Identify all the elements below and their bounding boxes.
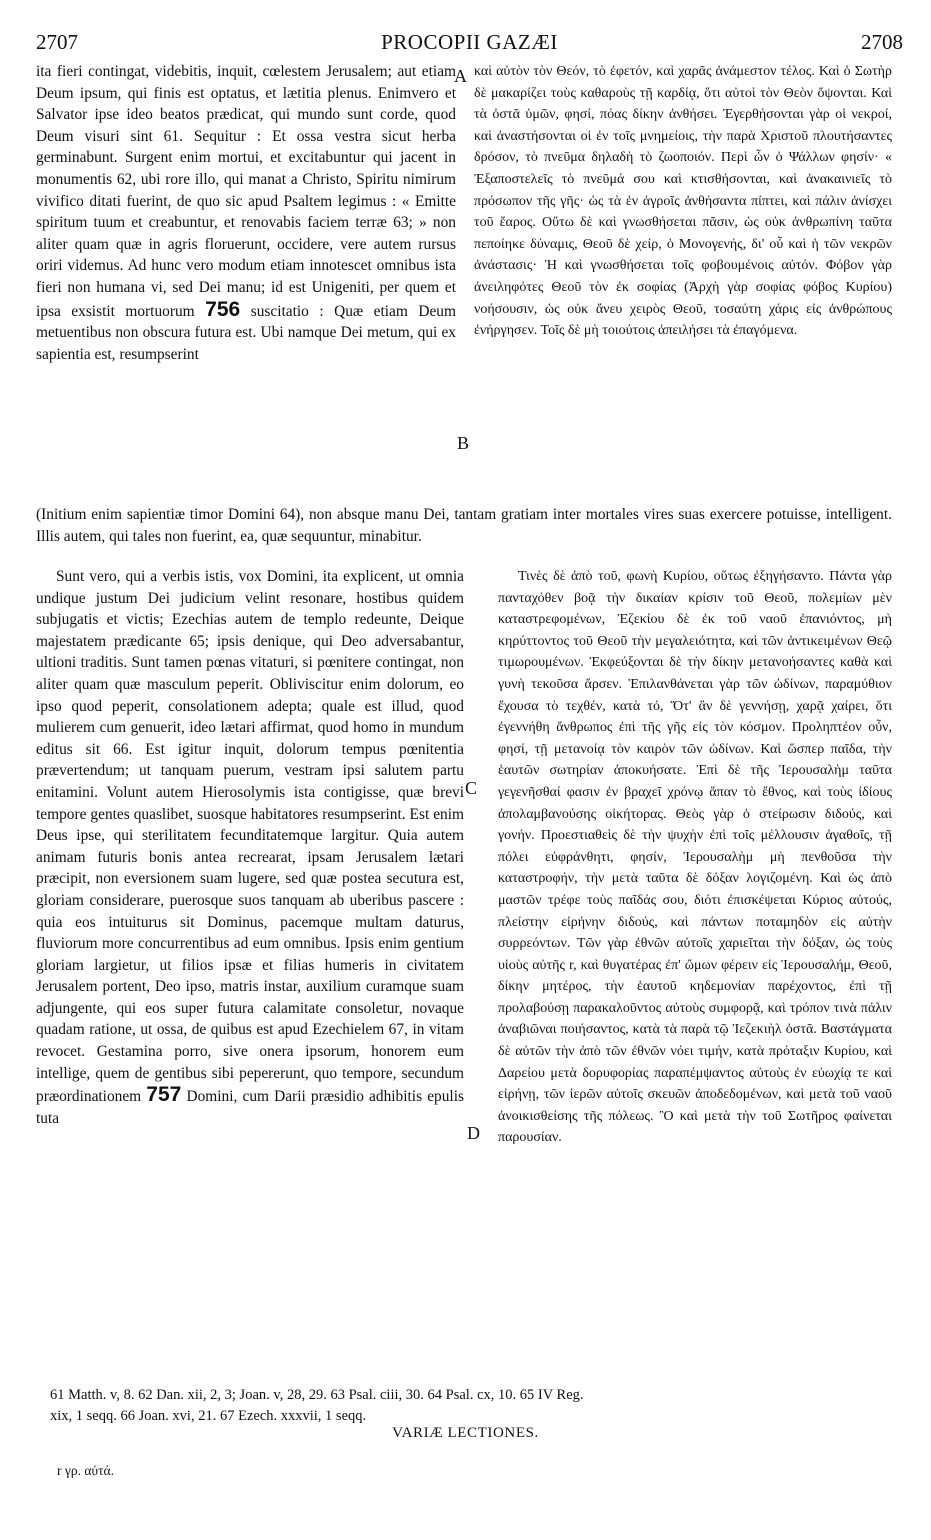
column-number-marker-2: 757	[146, 1083, 182, 1107]
margin-marker-d: D	[467, 1123, 480, 1143]
latin-bottom-text: Sunt vero, qui a verbis istis, vox Domini, ita explicent, ut omnia undique justum Dei judicium velint resonare, hostibus quidem subjugatis et victis; Ezechias autem de templo redeunte, Deique majestatem prædicante 65; ipsis denique, qui Deo adversabantur, ultioni traditis. Sunt tamen pœnas vitaturi, si pœnitere contingat, non aliter quam quæ masculum peperit. Obliviscitur enim dolorum, eo ipso quod peperit, consolationem adepta; quale est illud, quod mulierem cum genuerit, ideo lætari affirmat, quod homo in mundum editus sit 66. Est igitur inquit, dolorum tempus pœnitentia prævertendum; ut tanquam puerum, vestram ipsi salutem partu enitamini. Volunt autem Hierosolymis ista contigisse, quæ brevi tempore gentes quaslibet, suosque habitatores resumpserint. Est enim Deus ipse, qui sterilitatem fecunditatemque largitur. Quia autem animam futuris bonis antea recrearat, ipsam Jerusalem lætari præcipit, non eversionem suam lugere, sed quæ postea secutura est, gloriam considerare, puerosque suos tanquam ab uberibus pascere : quia eos intuiturus sit Dominus, pacemque multam daturus, fluviorum more concurrentibus ad eum omnibus. Ipsis enim gentium gloriam largietur, ut filios ipsæ et filias humeris in civitatem Jerusalem portent, Deo ipso, matris instar, auxilium curamque suam adjungente, qui eos super futura calamitate consoletur, novaque quadam ratione, ut ossa, de quibus est apud Ezechielem 67, in vitam revocet. Gestamina porro, sive onera ipsorum, honorem eum intellige, quem de gentibus sibi pepererunt, quo tempore, secundum præordinationem	[36, 568, 464, 1106]
footnotes	[36, 1385, 896, 1427]
latin-spanning-text	[36, 489, 892, 563]
page-header	[36, 30, 903, 58]
margin-marker-a: A	[454, 66, 467, 86]
greek-column-bottom	[498, 566, 892, 1149]
footnote-line: 61 Matth. v, 8. 62 Dan. xii, 2, 3; Joan. v, 28, 29. 63 Psal. ciii, 30. 64 Psal. cx, 10. 65 IV Reg.	[50, 1387, 584, 1403]
greek-column-top	[474, 61, 892, 342]
latin-bottom-continuation: Domini, cum Darii præsidio adhibitis epulis tuta	[36, 1088, 464, 1127]
latin-span-text: (Initium enim sapientiæ timor Domini 64), non absque manu Dei, tantam gratiam inter mortales vires suas exercere potuisse, intelligent. Illis autem, qui tales non fuerint, ea, quæ sequuntur, minabitur.	[36, 506, 892, 545]
variae-lectiones-note: r γρ. αὐτά.	[57, 1463, 114, 1478]
column-number-marker: 756	[205, 297, 241, 321]
greek-top-text: καὶ αὐτὸν τὸν Θεόν, τὸ ἐφετόν, καὶ χαρᾶς ἀνάμεστον τέλος. Καὶ ὁ Σωτὴρ δὲ μακαρίζει τοὺς καθαροὺς τῇ καρδίᾳ, ὅτι αὐτοὶ τὸν Θεὸν ὄψονται. Καὶ τὰ ὀστᾶ ὑμῶν, φησί, πόας δίκην ἀνθήσει. Ἐγερθήσονται γὰρ οἱ νεκροί, καὶ ἀναστήσονται οἱ ἐν τοῖς μνημείοις, τὴν παρὰ Χριστοῦ πλουτήσαντες δρόσον, τὸ πνεῦμα δηλαδὴ τὸ ζωοποιόν. Περὶ ὧν ὁ Ψάλλων φησίν· « Ἐξαποστελεῖς τὸ πνεῦμά σου καὶ κτισθήσονται, καὶ ἀνακαινιεῖς τὸ πρόσωπον τῆς γῆς· ὡς τὰ ἐν ἀγροῖς ἀνθήσαντα πίπτει, καὶ πάλιν ἀνίσχει τοῦ ἔαρος. Οὕτω δὲ καὶ γνωσθήσεται πᾶσιν, ὡς οὐκ ἀνθρωπίνη ταῦτα πεποίηκε δύναμις, Θεοῦ δὲ χείρ, ὁ Μονογενής, δι' οὗ καὶ ἡ τῶν νεκρῶν ἀνάστασις· Ἡ καὶ γνωσθήσεται τοῖς φοβουμένοις αὐτόν. Φόβον γὰρ ἀνειληφότες Θεοῦ τὸν ἐκ σοφίας (Ἀρχὴ γὰρ σοφίας φόβος Κυρίου) νοήσουσιν, ὡς οὐκ ἄνευ χειρὸς Θεοῦ, τοσαύτη χάρις εἰς ἀνθρώπους ἐνήργησεν. Τοῖς δὲ μὴ τοιούτοις ἀπειλήσει τὰ ἐπαγόμενα.	[474, 64, 892, 339]
right-column-number: 2708	[861, 30, 903, 54]
latin-column-bottom	[36, 566, 464, 1129]
greek-bottom-text: Τινὲς δὲ ἀπὸ τοῦ, φωνὴ Κυρίου, οὕτως ἐξηγήσαντο. Πάντα γὰρ πανταχόθεν βοᾷ τὴν δικαίαν κρίσιν τοῦ Θεοῦ, πολεμίων μὲν καταστρεφομένων, Ἐζεκίου δὲ ἐκ τοῦ ναοῦ ἐπανιόντος, μὴ κηρύττοντος τοῦ Θεοῦ τὴν μεγαλειότητα, καὶ τῶν ἀντικειμένων Θεῷ τιμωρουμένων. Ἐκφεύξονται δὲ τὴν δίκην μετανοήσαντες καθὰ καὶ γυνὴ τεκοῦσα ἄρσεν. Ἐπιλανθάνεται γὰρ τῶν ὠδίνων, παραμύθιον ἔχουσα τὸ τεχθέν, κατὰ τό, Ὅτ' ἂν δὲ γεννήσῃ, χαρᾷ χαίρει, ὅτι ἐγεννήθη ἄνθρωπος ἐπὶ τῆς γῆς εἰς τὸν κόσμον. Προληπτέον οὖν, φησί, τῇ μετανοίᾳ τὸν καιρὸν τῶν ὠδίνων. Καὶ ὥσπερ παῖδα, τὴν ἑαυτῶν σωτηρίαν ἀποκυήσατε. Ἐπὶ δὲ τῆς Ἱερουσαλὴμ ταῦτα γεγενῆσθαί φασιν ἐν βραχεῖ χρόνῳ ἅπαν τὸ ἔθνος, καὶ τοὺς ἰδίους ἀπολαμβανούσης οἰκήτορας. Θεὸς γὰρ ὁ στείρωσιν διδούς, καὶ γονήν. Προεστιαθεὶς δὲ τὴν ψυχὴν ἐπὶ τοῖς μέλλουσιν ἀγαθοῖς, τῇ πόλει εὐφράνθητι, φησίν, Ἱερουσαλὴμ μὴ πενθοῦσα τὴν καταστροφήν, τὴν μετὰ ταῦτα δὲ δόξαν λογιζομένη. Καὶ ὡς ἀπὸ μαστῶν τρέφε τοὺς παῖδάς σου, διότι ἐπισκέψεται Κύριος αὐτούς, πλείστην εἰρήνην διδούς, καὶ πάντων ποταμηδὸν εἰς αὐτὴν συρρεόντων. Τῶν γὰρ ἐθνῶν αὐτοῖς χαριεῖται τὴν δόξαν, ὡς τοὺς υἱοὺς αὐτῆς r, καὶ θυγατέρας ἐπ' ὤμων φέρειν εἰς Ἱερουσαλήμ, Θεοῦ, δίκην μητέρος, τὴν ἑαυτοῦ κηδεμονίαν παρέχοντος, ἐπὶ τῇ προλαβούσῃ παρακαλοῦντος αὐτοὺς συμφορᾷ, καὶ τρόπον τινὰ πάλιν ἀναβιῶναι ποιήσαντος, κατὰ τὰ παρὰ τῷ Ἰεζεκιὴλ ὀστᾶ. Βαστάγματα δὲ αὐτῶν τὴν ἀπὸ τῶν ἐθνῶν νόει τιμήν, κατὰ πρόταξιν Κυρίου, καὶ Δαρείου μετὰ δορυφορίας παραπέμψαντος αὐτοὺς ἐν εὐωχίᾳ τε καὶ εἰρήνῃ, τῶν ἱερῶν αὐτοῖς σκευῶν ἀποδεδομένων, καὶ μετὰ τοῦ ναοῦ ἀνοικισθείσης τῆς πόλεως. Ὃ καὶ μετὰ τὴν τοῦ Σωτῆρος φαίνεται παρουσίαν.	[498, 569, 892, 1146]
margin-marker-b: B	[457, 433, 470, 453]
latin-top-text: ita fieri contingat, videbitis, inquit, cœlestem Jerusalem; aut etiam Deum ipsum, qui finis est optatus, et lætitia plenus. Enimvero et Salvator ipse ideo beatos prædicat, qui mundo sunt corde, quod Deum visuri sint 61. Sequitur : Et ossa vestra sicut herba germinabunt. Surgent enim mortui, et excitabuntur qui jacent in monumentis 62, ubi rore illo, qui manat a Christo, Spiritu nimirum vivifico ditati fuerint, de quo sic apud Psaltem legimus : « Emitte spiritum tuum et creabuntur, et renovabis faciem terræ 63; » non aliter quam quæ in agris floruerunt, occidere, vere autem rursus oriri videmus. Ad hunc vero modum etiam innotescet omnibus ista fieri non humana vi, sed Dei manu; id est Unigeniti, per quem et ipsa exsistit mortuorum	[36, 63, 456, 320]
footnote-line: xix, 1 seqq. 66 Joan. xvi, 21. 67 Ezech. xxxvii, 1 seqq.	[50, 1408, 367, 1424]
variae-lectiones-heading: VARIÆ LECTIONES.	[392, 1425, 539, 1441]
left-column-number: 2707	[36, 30, 78, 54]
latin-column-top	[36, 61, 456, 365]
running-title: PROCOPII GAZÆI	[381, 30, 558, 54]
latin-top-continuation: suscitatio : Quæ etiam Deum metuentibus non obscura futura est. Ubi namque Dei metum, qui ex sapientia est, resumpserint	[36, 302, 456, 363]
margin-marker-c: C	[465, 778, 478, 798]
